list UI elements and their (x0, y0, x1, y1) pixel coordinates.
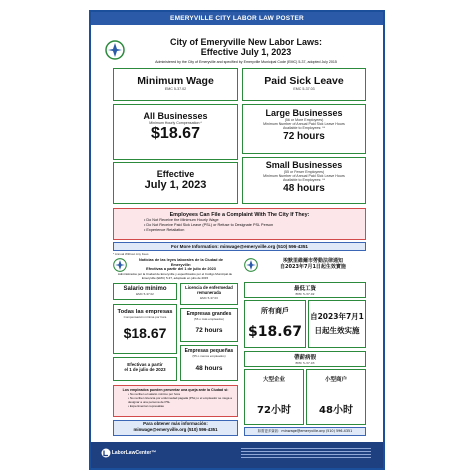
small-businesses-title: Small Businesses (265, 160, 343, 170)
english-title-line2: Effective July 1, 2023 (200, 47, 292, 57)
chinese-info-bar: 如需更多資訊：minwage@emeryville.org (510) 596-4351 (244, 427, 366, 436)
min-wage-header (113, 68, 238, 101)
poster-footer (91, 442, 383, 468)
chinese-all-biz-title: 所有商戶 (261, 307, 289, 315)
chinese-small-biz-title: 小型商户 (324, 377, 347, 383)
small-businesses-sub1: (55 or Fewer Employees) (283, 170, 325, 174)
chinese-title-line1: 埃默里維爾市勞動法律通知 (282, 258, 343, 264)
spanish-effective-line1: Efectivas a partir (127, 362, 163, 367)
small-businesses-box (242, 157, 366, 204)
minimum-wage-value: $18.67 (151, 125, 200, 143)
chinese-all-biz-box (244, 300, 306, 348)
chinese-effective-line2: 日起生效实施 (314, 326, 360, 335)
poster-banner: EMERYVILLE CITY LABOR LAW POSTER (91, 12, 383, 25)
spanish-small-biz-sub: (55 o menos empleados) (192, 354, 226, 358)
small-businesses-sub2: Minimum Number of Annual Paid Sick Leave Hours (263, 174, 345, 179)
footer-fineprint (241, 446, 371, 464)
spanish-info-line2: minwage@emeryville.org (510) 596-4351 (133, 427, 218, 432)
fineprint-line (241, 454, 371, 455)
spanish-complaint-bullets (114, 392, 237, 408)
chinese-min-wage-title: 最低工資 (293, 286, 316, 292)
english-footnote: * Annual Without Any Fees (113, 252, 149, 256)
chinese-wage: $18.67 (247, 324, 303, 340)
spanish-small-biz-box (180, 345, 238, 381)
city-seal-icon (244, 258, 258, 272)
spanish-min-wage-title: Salario mínimo (123, 286, 167, 292)
laborlawcenter-logo-icon (101, 448, 111, 458)
complaint-bullet: • Experimentan represalias (128, 404, 164, 408)
large-businesses-title: Large Businesses (265, 108, 343, 118)
spanish-administered: Administrados por la Ciudad de Emeryville y especificados por el Código Municipal de Emeryville (EMC) 5-37, adoptado en julio de 2015 (117, 272, 233, 280)
spanish-effective-line2: el 1 de julio de 2023 (124, 367, 166, 372)
complaint-bullet: • No reciben el salario mínimo por hora (128, 392, 180, 396)
spanish-all-biz-title: Todas las empresas (117, 309, 173, 315)
spanish-large-biz-sub: (56 o más empleados) (194, 317, 224, 321)
spanish-large-biz-hours: 72 hours (195, 327, 223, 335)
footer-brand-block (101, 448, 156, 458)
all-businesses-box (113, 104, 238, 160)
chinese-min-wage-header (244, 282, 366, 298)
chinese-large-biz-box (244, 369, 304, 425)
large-businesses-sub1: (56 or More Employees) (284, 118, 324, 122)
spanish-large-biz-box (180, 308, 238, 342)
spanish-sick-header (180, 283, 238, 305)
complaint-bullet: • Do Not Receive Paid Sick Leave (PSL) or Refuse to Designate PSL Person (144, 223, 274, 227)
chinese-title-line2: 自2023年7月1日起生效實施 (280, 264, 346, 270)
small-businesses-sub3: Available to Employees: ** (282, 178, 326, 183)
spanish-info-line1: Para obtener más información: (143, 421, 208, 426)
english-administered: Administered by the City of Emeryville and specified by Emeryville Municipal Code (EMC) 5-37, adopted July 2015 (155, 60, 337, 64)
all-businesses-title: All Businesses (143, 111, 208, 121)
spanish-title-line2: Efectivas a partir del 1 de julio de 2023 (146, 267, 216, 272)
min-wage-title: Minimum Wage (137, 75, 214, 87)
small-businesses-hours: 48 hours (283, 182, 325, 194)
spanish-info-bar (113, 420, 238, 436)
chinese-title (259, 258, 367, 270)
english-title (121, 37, 371, 57)
complaint-bullet: • No reciben licencia por enfermedad pagada (PSL) o el empleador se niega a designar a una persona de PSL (128, 396, 232, 404)
english-title-line1: City of Emeryville New Labor Laws: (169, 37, 323, 47)
effective-box (113, 162, 238, 204)
sick-leave-code: EMC 5-37.03 (293, 87, 315, 91)
complaint-box (113, 208, 366, 240)
spanish-complaint-title: Los empleados pueden presentar una queja ante la Ciudad si: (122, 388, 229, 392)
complaint-bullets (114, 218, 365, 233)
spanish-wage: $18.67 (123, 325, 167, 342)
chinese-large-biz-hours: 72小时 (257, 405, 291, 416)
labor-law-poster (89, 10, 385, 470)
spanish-effective-box (113, 357, 177, 381)
spanish-large-biz-title: Empresas grandes (186, 311, 232, 317)
all-businesses-sub: Minimum Hourly Compensation:* (149, 121, 202, 125)
min-wage-code: EMC 5-37.02 (164, 87, 187, 91)
chinese-sick-header (244, 351, 366, 367)
large-businesses-sub2: Minimum Number of Annual Paid Sick Leave Hours (263, 122, 345, 127)
footer-brand-mark: ™ (151, 449, 157, 456)
complaint-title: Employees Can File a Complaint With The City If They: (169, 212, 310, 218)
fineprint-line (241, 451, 371, 452)
chinese-effective-line1: 自2023年7月1 (310, 312, 364, 321)
city-seal-icon (113, 258, 127, 272)
large-businesses-hours: 72 hours (283, 130, 325, 142)
large-businesses-sub3: Available to Employees: ** (282, 126, 326, 131)
fineprint-line (241, 457, 371, 458)
chinese-effective-box (308, 300, 366, 348)
spanish-title-line1: Noticias de las leyes laborales de la Ciudad de Emeryville: (139, 258, 223, 267)
chinese-small-biz-box (306, 369, 366, 425)
spanish-all-biz-sub: Compensación mínima por hora (123, 315, 167, 319)
spanish-small-biz-title: Empresas pequeñas (184, 348, 234, 354)
sick-leave-header (242, 68, 366, 101)
spanish-all-biz-box (113, 304, 177, 354)
spanish-min-wage-header (113, 283, 177, 300)
english-info-bar: For More Information: minwage@emeryville.org (510) 596-4351 (113, 242, 366, 251)
chinese-large-biz-title: 大型企业 (262, 377, 285, 383)
effective-date: July 1, 2023 (144, 179, 207, 191)
complaint-bullet: • Experience Retaliation (144, 228, 185, 232)
footer-brand-name: LaborLawCenter (111, 449, 152, 456)
fineprint-line (241, 448, 371, 449)
sick-leave-title: Paid Sick Leave (264, 75, 344, 87)
spanish-title (129, 258, 233, 272)
spanish-sick-code: EMC 5-37.03 (200, 295, 218, 300)
complaint-bullet: • Do Not Receive the Minimum Hourly Wage (144, 218, 219, 222)
effective-label: Effective (156, 169, 195, 179)
chinese-sick-title: 帶薪病假 (293, 355, 316, 361)
large-businesses-box (242, 104, 366, 154)
chinese-sick-code: EMC 5-37.03 (295, 361, 315, 365)
chinese-min-wage-code: EMC 5-37.02 (295, 292, 315, 296)
chinese-small-biz-hours: 48小时 (319, 405, 353, 416)
spanish-min-wage-code: EMC 5-37.02 (136, 292, 154, 296)
spanish-small-biz-hours: 48 hours (195, 365, 223, 373)
spanish-complaint-box (113, 385, 238, 417)
spanish-sick-title: Licencia de enfermedad remunerada (185, 285, 233, 295)
